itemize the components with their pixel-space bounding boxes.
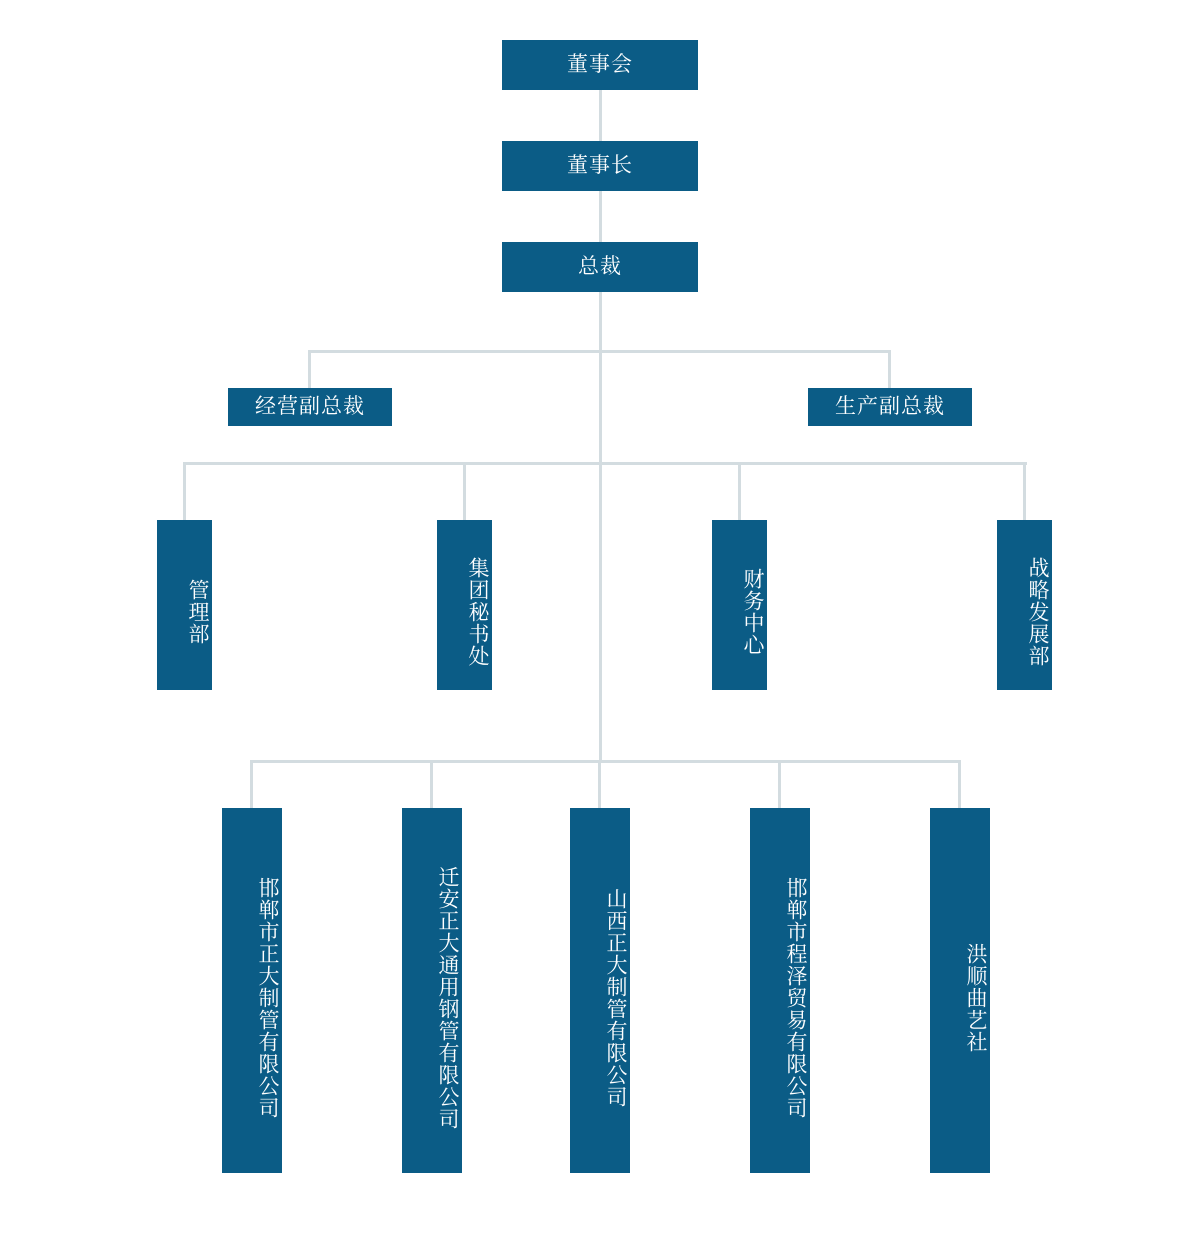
- node-subsidiary-qianan-zhengda[interactable]: 迁安正大通用钢管有限公司: [402, 808, 462, 1173]
- connector-dept-management-drop: [183, 462, 186, 520]
- connector-president-trunk: [599, 292, 602, 760]
- connector-vp-bus: [308, 350, 891, 353]
- node-subsidiary-hongshun[interactable]: 洪顺曲艺社: [930, 808, 990, 1173]
- connector-dept-secretariat-drop: [463, 462, 466, 520]
- connector-department-bus: [183, 462, 1027, 465]
- node-dept-secretariat[interactable]: 集团秘书处: [437, 520, 492, 690]
- connector-vp-production-drop: [888, 350, 891, 388]
- connector-board-chairman: [599, 90, 602, 141]
- connector-dept-finance-drop: [738, 462, 741, 520]
- node-president[interactable]: 总裁: [502, 242, 698, 292]
- node-vp-operations[interactable]: 经营副总裁: [228, 388, 392, 426]
- node-dept-finance[interactable]: 财务中心: [712, 520, 767, 690]
- node-board[interactable]: 董事会: [502, 40, 698, 90]
- connector-subsidiary-4-drop: [778, 760, 781, 808]
- connector-chairman-president: [599, 191, 602, 242]
- node-vp-production[interactable]: 生产副总裁: [808, 388, 972, 426]
- node-subsidiary-shanxi-zhengda[interactable]: 山西正大制管有限公司: [570, 808, 630, 1173]
- node-subsidiary-handan-zhengda[interactable]: 邯郸市正大制管有限公司: [222, 808, 282, 1173]
- connector-dept-strategy-drop: [1023, 462, 1026, 520]
- node-dept-management[interactable]: 管理部: [157, 520, 212, 690]
- connector-subsidiary-bus: [250, 760, 960, 763]
- connector-subsidiary-1-drop: [250, 760, 253, 808]
- node-dept-strategy[interactable]: 战略发展部: [997, 520, 1052, 690]
- connector-subsidiary-2-drop: [430, 760, 433, 808]
- connector-subsidiary-3-drop: [598, 760, 601, 808]
- node-subsidiary-handan-chengze[interactable]: 邯郸市程泽贸易有限公司: [750, 808, 810, 1173]
- node-chairman[interactable]: 董事长: [502, 141, 698, 191]
- connector-subsidiary-5-drop: [958, 760, 961, 808]
- connector-vp-operations-drop: [308, 350, 311, 388]
